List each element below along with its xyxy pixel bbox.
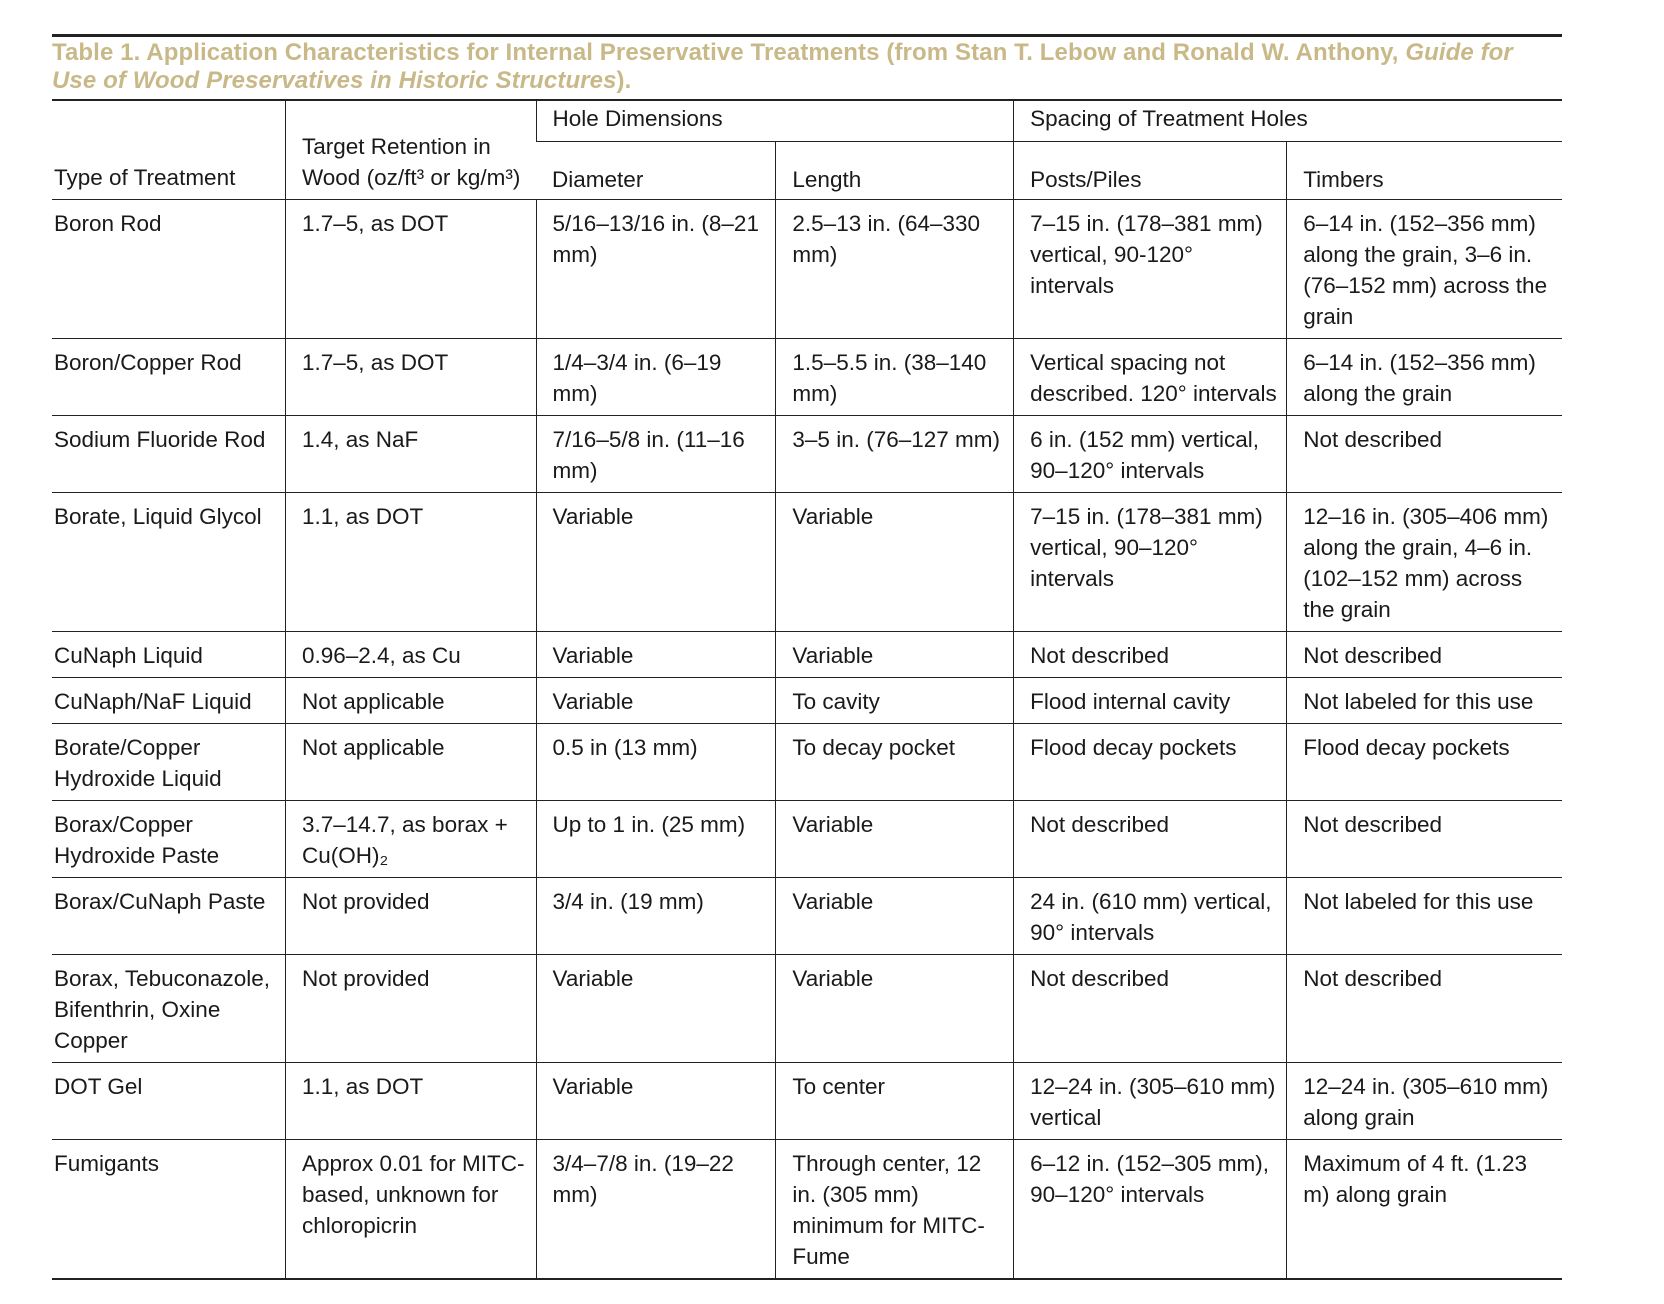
cell-timbers: Not described: [1287, 955, 1562, 1063]
cell-timbers: Not described: [1287, 801, 1562, 878]
cell-diameter: Variable: [536, 632, 776, 678]
cell-timbers: Flood decay pockets: [1287, 724, 1562, 801]
cell-diameter: 3/4–7/8 in. (19–22 mm): [536, 1140, 776, 1280]
cell-type: Fumigants: [52, 1140, 285, 1280]
table-row: [52, 200, 1562, 339]
cell-posts: 7–15 in. (178–381 mm) vertical, 90–120° intervals: [1014, 493, 1287, 632]
cell-posts: 6 in. (152 mm) vertical, 90–120° intervals: [1014, 416, 1287, 493]
cell-retention: Not applicable: [285, 678, 536, 724]
header-type: Type of Treatment: [52, 100, 285, 200]
cell-diameter: 7/16–5/8 in. (11–16 mm): [536, 416, 776, 493]
cell-length: Variable: [776, 632, 1014, 678]
cell-length: 2.5–13 in. (64–330 mm): [776, 200, 1014, 339]
header-spacing: Spacing of Treatment Holes: [1014, 100, 1562, 142]
cell-posts: Not described: [1014, 632, 1287, 678]
cell-posts: 24 in. (610 mm) vertical, 90° intervals: [1014, 878, 1287, 955]
cell-retention: Not provided: [285, 955, 536, 1063]
header-row-1: [52, 100, 1562, 142]
treatments-table: [52, 99, 1562, 1280]
cell-length: Variable: [776, 955, 1014, 1063]
cell-diameter: 3/4 in. (19 mm): [536, 878, 776, 955]
cell-timbers: Not described: [1287, 632, 1562, 678]
cell-retention: Approx 0.01 for MITC-based, unknown for chloropicrin: [285, 1140, 536, 1280]
cell-retention: Not provided: [285, 878, 536, 955]
cell-posts: Not described: [1014, 801, 1287, 878]
cell-timbers: Maximum of 4 ft. (1.23 m) along grain: [1287, 1140, 1562, 1280]
caption-source-title: Guide for Use of Wood Preservatives in Historic Structures: [52, 39, 1513, 94]
cell-posts: Not described: [1014, 955, 1287, 1063]
cell-timbers: 6–14 in. (152–356 mm) along the grain: [1287, 339, 1562, 416]
cell-retention: 0.96–2.4, as Cu: [285, 632, 536, 678]
cell-retention: 1.4, as NaF: [285, 416, 536, 493]
cell-length: 1.5–5.5 in. (38–140 mm): [776, 339, 1014, 416]
cell-length: Variable: [776, 801, 1014, 878]
cell-timbers: Not described: [1287, 416, 1562, 493]
table-row: [52, 632, 1562, 678]
cell-timbers: 6–14 in. (152–356 mm) along the grain, 3–6 in. (76–152 mm) across the grain: [1287, 200, 1562, 339]
cell-posts: 7–15 in. (178–381 mm) vertical, 90-120° intervals: [1014, 200, 1287, 339]
cell-retention: 1.1, as DOT: [285, 1063, 536, 1140]
header-hole-dimensions: Hole Dimensions: [536, 100, 1014, 142]
cell-type: Borate, Liquid Glycol: [52, 493, 285, 632]
cell-type: CuNaph Liquid: [52, 632, 285, 678]
cell-retention: 1.7–5, as DOT: [285, 200, 536, 339]
cell-diameter: Variable: [536, 678, 776, 724]
cell-posts: Flood internal cavity: [1014, 678, 1287, 724]
cell-timbers: 12–24 in. (305–610 mm) along grain: [1287, 1063, 1562, 1140]
cell-posts: Vertical spacing not described. 120° intervals: [1014, 339, 1287, 416]
table-row: [52, 1140, 1562, 1280]
cell-type: DOT Gel: [52, 1063, 285, 1140]
header-retention: Target Retention in Wood (oz/ft³ or kg/m³): [285, 100, 536, 200]
cell-length: To cavity: [776, 678, 1014, 724]
table-row: [52, 493, 1562, 632]
cell-retention: 3.7–14.7, as borax + Cu(OH)₂: [285, 801, 536, 878]
cell-length: Variable: [776, 493, 1014, 632]
cell-length: Through center, 12 in. (305 mm) minimum for MITC-Fume: [776, 1140, 1014, 1280]
caption-suffix: ).: [616, 67, 632, 94]
header-diameter: Diameter: [536, 142, 776, 200]
table-row: [52, 724, 1562, 801]
cell-type: Borax/CuNaph Paste: [52, 878, 285, 955]
cell-diameter: Up to 1 in. (25 mm): [536, 801, 776, 878]
cell-type: Borax/Copper Hydroxide Paste: [52, 801, 285, 878]
cell-type: Borate/Copper Hydroxide Liquid: [52, 724, 285, 801]
table-row: [52, 416, 1562, 493]
table-body: [52, 200, 1562, 1280]
header-length: Length: [776, 142, 1014, 200]
cell-diameter: Variable: [536, 493, 776, 632]
table-row: [52, 678, 1562, 724]
cell-retention: 1.1, as DOT: [285, 493, 536, 632]
table-row: [52, 339, 1562, 416]
header-timbers: Timbers: [1287, 142, 1562, 200]
cell-retention: 1.7–5, as DOT: [285, 339, 536, 416]
cell-retention: Not applicable: [285, 724, 536, 801]
cell-timbers: Not labeled for this use: [1287, 678, 1562, 724]
cell-type: Boron/Copper Rod: [52, 339, 285, 416]
cell-diameter: 0.5 in (13 mm): [536, 724, 776, 801]
table-row: [52, 955, 1562, 1063]
table-row: [52, 878, 1562, 955]
header-posts: Posts/Piles: [1014, 142, 1287, 200]
table-caption: [52, 34, 1562, 99]
cell-diameter: 1/4–3/4 in. (6–19 mm): [536, 339, 776, 416]
cell-type: Sodium Fluoride Rod: [52, 416, 285, 493]
cell-type: CuNaph/NaF Liquid: [52, 678, 285, 724]
cell-diameter: Variable: [536, 955, 776, 1063]
table-row: [52, 1063, 1562, 1140]
cell-length: To decay pocket: [776, 724, 1014, 801]
cell-posts: 12–24 in. (305–610 mm) vertical: [1014, 1063, 1287, 1140]
cell-posts: Flood decay pockets: [1014, 724, 1287, 801]
table-row: [52, 801, 1562, 878]
cell-posts: 6–12 in. (152–305 mm), 90–120° intervals: [1014, 1140, 1287, 1280]
cell-timbers: Not labeled for this use: [1287, 878, 1562, 955]
cell-type: Borax, Tebuconazole, Bifenthrin, Oxine Copper: [52, 955, 285, 1063]
cell-length: To center: [776, 1063, 1014, 1140]
cell-diameter: 5/16–13/16 in. (8–21 mm): [536, 200, 776, 339]
cell-length: Variable: [776, 878, 1014, 955]
document: [52, 34, 1562, 1280]
cell-type: Boron Rod: [52, 200, 285, 339]
cell-timbers: 12–16 in. (305–406 mm) along the grain, 4–6 in. (102–152 mm) across the grain: [1287, 493, 1562, 632]
cell-length: 3–5 in. (76–127 mm): [776, 416, 1014, 493]
cell-diameter: Variable: [536, 1063, 776, 1140]
caption-prefix: Table 1. Application Characteristics for Internal Preservative Treatments (from Stan T. Lebow and Ronald W. Anthony,: [52, 39, 1406, 66]
